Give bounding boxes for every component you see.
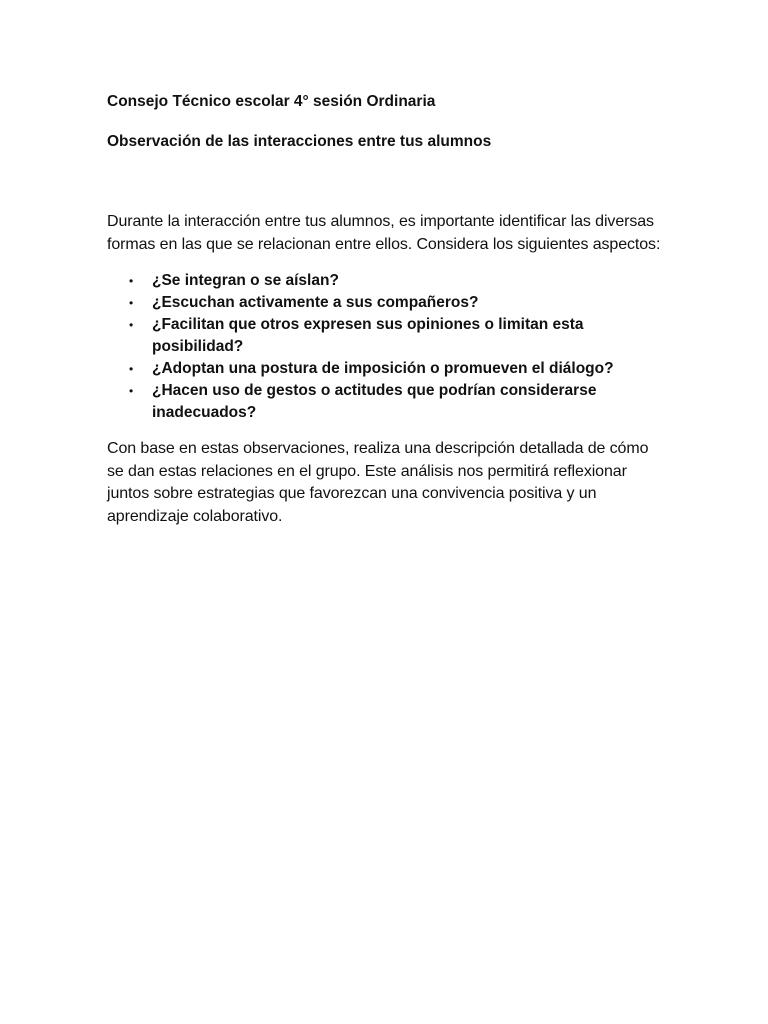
- bullet-icon: •: [129, 384, 134, 398]
- bullet-icon: •: [129, 274, 134, 288]
- document-title: Consejo Técnico escolar 4° sesión Ordinaria: [107, 93, 436, 110]
- bullet-icon: •: [129, 362, 134, 376]
- bullet-icon: •: [129, 318, 134, 332]
- question-text: ¿Escuchan activamente a sus compañeros?: [152, 294, 479, 311]
- list-item: [107, 380, 667, 424]
- list-item: [107, 270, 667, 292]
- document-body: [107, 91, 667, 528]
- question-text: ¿Adoptan una postura de imposición o promueven el diálogo?: [152, 360, 614, 377]
- list-item: [107, 314, 667, 358]
- question-text: ¿Facilitan que otros expresen sus opiniones o limitan esta posibilidad?: [152, 316, 584, 355]
- questions-list: [107, 270, 667, 424]
- question-text: ¿Se integran o se aíslan?: [152, 272, 339, 289]
- intro-paragraph: Durante la interacción entre tus alumnos, es importante identificar las diversas formas en las que se relacionan entre ellos. Considera los siguientes aspectos:: [107, 213, 661, 253]
- question-text: ¿Hacen uso de gestos o actitudes que podrían considerarse inadecuados?: [152, 382, 597, 421]
- document-subtitle: Observación de las interacciones entre tus alumnos: [107, 133, 492, 150]
- list-item: [107, 292, 667, 314]
- bullet-icon: •: [129, 296, 134, 310]
- list-item: [107, 358, 667, 380]
- conclusion-paragraph: Con base en estas observaciones, realiza una descripción detallada de cómo se dan estas relaciones en el grupo. Este análisis nos permitirá reflexionar juntos sobre estrategias que favorezcan una convivencia positiva y un aprendizaje colaborativo.: [107, 440, 649, 525]
